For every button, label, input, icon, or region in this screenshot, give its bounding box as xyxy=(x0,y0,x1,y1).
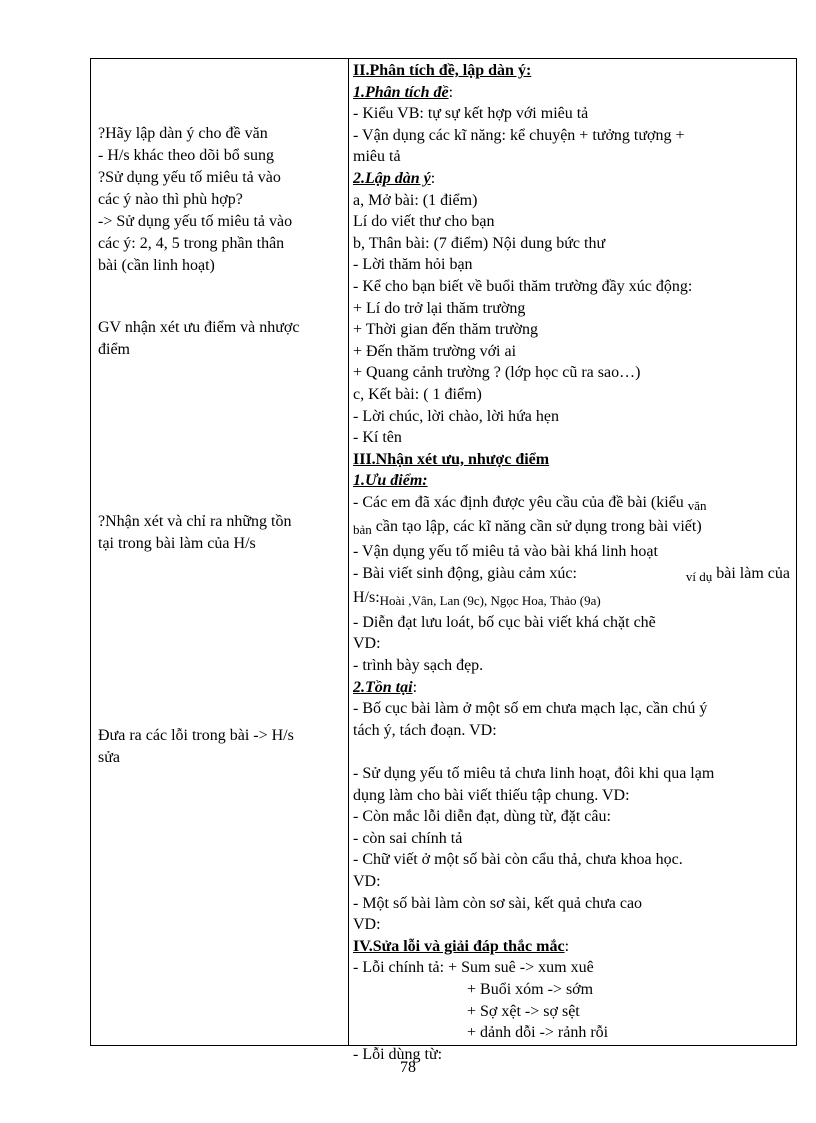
section-3-title: III.Nhận xét ưu, nhược điểm xyxy=(353,450,550,468)
page-number: 78 xyxy=(400,1059,416,1076)
left-line: điểm xyxy=(98,341,130,358)
content-line: miêu tả xyxy=(353,148,401,166)
content-line: - Một số bài làm còn sơ sài, kết quả chưa cao xyxy=(353,894,643,912)
content-line: - còn sai chính tả xyxy=(353,829,463,847)
section-2-title: II.Phân tích đề, lập dàn ý: xyxy=(353,62,532,79)
content-line: $_{bản}$ cần tạo lập, các kĩ năng cần sử dụng trong bài viết) xyxy=(353,518,702,538)
content-line: - Lời thăm hỏi bạn xyxy=(353,256,473,274)
content-line: - Các em đã xác định được yêu cầu của đề bài (kiểu $_{văn}$ xyxy=(353,493,707,513)
content-line: - Diễn đạt lưu loát, bố cục bài viết khá chặt chẽ xyxy=(353,613,656,631)
content-line: + Quang cảnh trường ? (lớp học cũ ra sao…) xyxy=(353,364,641,382)
content-line: Lí do viết thư cho bạn xyxy=(353,213,495,231)
left-line: - H/s khác theo dõi bổ sung xyxy=(98,147,274,164)
content-line: - Lỗi chính tả: + Sum suê -> xum xuê xyxy=(353,959,594,977)
left-block-4 xyxy=(98,725,342,769)
left-line: các ý nào thì phù hợp? xyxy=(98,191,243,208)
content-line: - Lỗi dùng từ: xyxy=(353,1045,443,1063)
content-line: - Vận dụng các kĩ năng: kể chuyện + tưởng tượng + xyxy=(353,126,685,144)
content-line: b, Thân bài: (7 điểm) Nội dung bức thư xyxy=(353,234,606,252)
content-line: $H/s:_{Hoài ,Vân, Lan (9c), Ngọc Hoa, Thảo (9a)}$ xyxy=(353,589,601,609)
content-line: - Sử dụng yếu tố miêu tả chưa linh hoạt, đôi khi qua lạm xyxy=(353,765,715,782)
content-line: + Đến thăm trường với ai xyxy=(353,342,517,360)
section-3-sub-1: 1.Ưu điểm: xyxy=(353,472,428,490)
content-line: - Kiểu VB: tự sự kết hợp với miêu tả xyxy=(353,105,589,123)
left-line: các ý: 2, 4, 5 trong phần thân xyxy=(98,235,285,252)
content-line: - Bài viết sinh động, giàu cảm xúc: $_{ví dụ}$ bài làm của xyxy=(353,564,790,584)
content-line: - Kí tên xyxy=(353,429,402,447)
content-line: - Kể cho bạn biết về buổi thăm trường đầy xúc động: xyxy=(353,277,693,295)
content-line: VD: xyxy=(353,635,381,653)
content-lines xyxy=(353,60,790,1065)
content-line: VD: xyxy=(353,916,381,934)
left-line: GV nhận xét ưu điểm và nhược xyxy=(98,319,300,336)
content-line: - Chữ viết ở một số bài còn cẩu thả, chưa khoa học. xyxy=(353,851,683,869)
section-4-title: IV.Sửa lỗi và giải đáp thắc mắc: xyxy=(353,937,570,955)
lesson-table xyxy=(90,58,797,1063)
left-line: ?Hãy lập dàn ý cho đề văn xyxy=(98,125,268,142)
left-line: sửa xyxy=(98,749,120,766)
content-line: - Bố cục bài làm ở một số em chưa mạch lạc, cần chú ý xyxy=(353,700,708,718)
left-line: ?Sử dụng yếu tố miêu tả vào xyxy=(98,169,281,186)
left-block-2 xyxy=(98,317,342,361)
content-line: - Còn mắc lỗi diễn đạt, dùng từ, đặt câu: xyxy=(353,808,611,826)
left-line: tại trong bài làm của H/s xyxy=(98,535,256,552)
content-line: + Sợ xệt -> sợ sệt xyxy=(467,1002,580,1020)
content-column xyxy=(349,59,796,1063)
content-line: a, Mở bài: (1 điểm) xyxy=(353,191,478,209)
content-line: + dảnh dỗi -> rảnh rỗi xyxy=(467,1024,609,1042)
blank-line xyxy=(353,741,790,763)
content-line: - trình bày sạch đẹp. xyxy=(353,657,484,675)
content-line: tách ý, tách đoạn. VD: xyxy=(353,721,497,739)
section-3-sub-2: 2.Tồn tại: xyxy=(353,678,418,696)
content-line: c, Kết bài: ( 1 điểm) xyxy=(353,385,482,403)
content-line: + Lí do trở lại thăm trường xyxy=(353,299,526,317)
left-line: ?Nhận xét và chỉ ra những tồn xyxy=(98,513,292,530)
content-line: - Lời chúc, lời chào, lời hứa hẹn xyxy=(353,407,559,425)
left-line: -> Sử dụng yếu tố miêu tả vào xyxy=(98,213,293,230)
content-line: VD: xyxy=(353,872,381,890)
content-line: + Thời gian đến thăm trường xyxy=(353,321,538,339)
section-2-sub-2: 2.Lập dàn ý: xyxy=(353,169,436,187)
content-line: - Vận dụng yếu tố miêu tả vào bài khá linh hoạt xyxy=(353,543,658,561)
teacher-activity-column xyxy=(91,59,349,1045)
section-2-sub-1: 1.Phân tích đề: xyxy=(353,83,454,101)
content-line: dụng làm cho bài viết thiếu tập chung. VD: xyxy=(353,786,630,804)
left-line: Đưa ra các lỗi trong bài -> H/s xyxy=(98,727,294,744)
left-block-1 xyxy=(98,123,342,277)
left-block-3 xyxy=(98,511,342,555)
content-line: + Buổi xóm -> sớm xyxy=(467,980,594,998)
left-line: bài (cần linh hoạt) xyxy=(98,257,215,274)
